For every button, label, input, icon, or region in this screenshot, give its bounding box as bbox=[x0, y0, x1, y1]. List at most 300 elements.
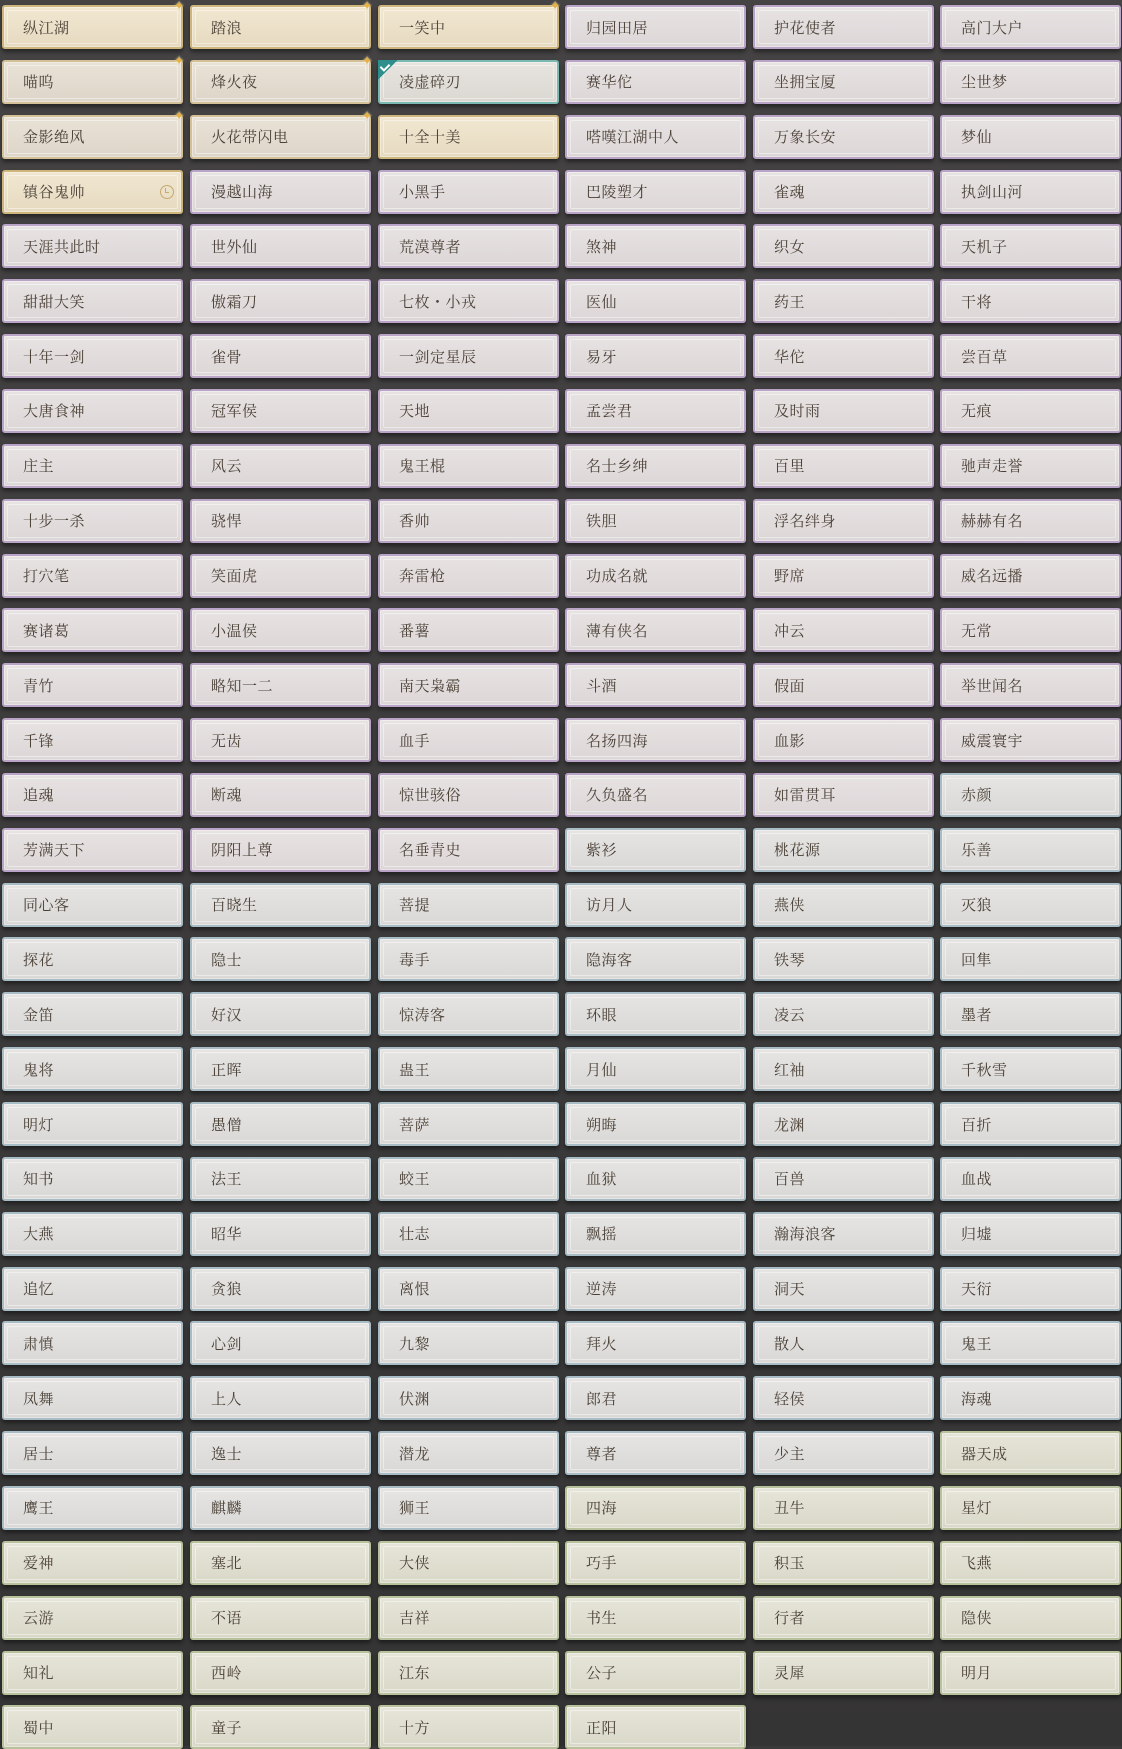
title-card[interactable] bbox=[190, 1102, 371, 1146]
title-card-label: 大唐食神 bbox=[23, 402, 86, 421]
title-card[interactable] bbox=[565, 1486, 746, 1530]
title-card-label: 荒漠尊者 bbox=[399, 237, 462, 256]
title-card-label: 雀骨 bbox=[211, 347, 243, 366]
title-card[interactable] bbox=[753, 718, 934, 762]
title-card-label: 尘世梦 bbox=[961, 73, 1008, 92]
title-card[interactable] bbox=[2, 828, 183, 872]
title-card-label: 千锋 bbox=[23, 731, 55, 750]
title-card[interactable] bbox=[378, 444, 559, 488]
title-card[interactable] bbox=[940, 389, 1121, 433]
title-card-label: 番薯 bbox=[399, 621, 431, 640]
title-card[interactable] bbox=[378, 1376, 559, 1420]
title-card[interactable] bbox=[190, 108, 373, 159]
title-card[interactable] bbox=[378, 608, 559, 652]
title-card[interactable] bbox=[940, 1102, 1121, 1146]
title-card[interactable] bbox=[2, 937, 183, 981]
title-card[interactable] bbox=[190, 499, 371, 543]
title-card[interactable] bbox=[2, 718, 183, 762]
title-card-label: 积玉 bbox=[774, 1554, 806, 1573]
title-card[interactable] bbox=[190, 1651, 371, 1695]
title-card[interactable] bbox=[753, 883, 934, 927]
title-card-label: 龙渊 bbox=[774, 1115, 806, 1134]
title-card-label: 假面 bbox=[774, 676, 806, 695]
title-card-label: 塞北 bbox=[211, 1554, 243, 1573]
title-card-label: 海魂 bbox=[961, 1389, 993, 1408]
title-card[interactable] bbox=[378, 1321, 559, 1365]
title-card-label: 威震寰宇 bbox=[961, 731, 1024, 750]
title-card[interactable] bbox=[753, 499, 934, 543]
title-card[interactable] bbox=[940, 718, 1121, 762]
title-card[interactable] bbox=[940, 1267, 1121, 1311]
title-card[interactable] bbox=[940, 1541, 1121, 1585]
title-card[interactable] bbox=[565, 1157, 746, 1201]
title-card[interactable] bbox=[940, 444, 1121, 488]
title-card[interactable] bbox=[565, 828, 746, 872]
title-card-label: 潜龙 bbox=[399, 1444, 431, 1463]
title-card-label: 星灯 bbox=[961, 1499, 993, 1518]
title-card-label: 正阳 bbox=[586, 1718, 618, 1737]
title-card[interactable] bbox=[378, 1486, 559, 1530]
title-card-label: 雀魂 bbox=[774, 183, 806, 202]
title-card[interactable] bbox=[565, 1376, 746, 1420]
title-card[interactable] bbox=[190, 53, 373, 104]
title-card-label: 金影绝风 bbox=[23, 128, 86, 147]
title-card[interactable] bbox=[378, 663, 559, 707]
star-icon: ✦ bbox=[361, 0, 373, 14]
title-card-label: 爱神 bbox=[23, 1554, 55, 1573]
title-card[interactable] bbox=[565, 444, 746, 488]
title-card[interactable] bbox=[753, 5, 934, 49]
title-card[interactable] bbox=[2, 279, 183, 323]
title-card[interactable] bbox=[565, 5, 746, 49]
title-card[interactable] bbox=[753, 224, 934, 268]
title-card-label: 喵呜 bbox=[23, 73, 55, 92]
title-card[interactable] bbox=[190, 554, 371, 598]
title-card-label: 血狱 bbox=[586, 1170, 618, 1189]
title-card[interactable] bbox=[190, 444, 371, 488]
title-card[interactable] bbox=[190, 1431, 371, 1475]
title-card[interactable] bbox=[753, 1541, 934, 1585]
title-card[interactable] bbox=[753, 389, 934, 433]
title-card-label: 十方 bbox=[399, 1718, 431, 1737]
title-card[interactable] bbox=[940, 663, 1121, 707]
title-card-label: 不语 bbox=[211, 1609, 243, 1628]
title-card-label: 明灯 bbox=[23, 1115, 55, 1134]
title-card-label: 愚僧 bbox=[211, 1115, 243, 1134]
title-card-label: 浮名绊身 bbox=[774, 512, 837, 531]
title-card-label: 无痕 bbox=[961, 402, 993, 421]
title-card[interactable] bbox=[940, 1596, 1121, 1640]
title-card[interactable] bbox=[753, 828, 934, 872]
title-card[interactable] bbox=[753, 554, 934, 598]
title-card[interactable] bbox=[940, 60, 1121, 104]
title-card-label: 万象长安 bbox=[774, 128, 837, 147]
title-card[interactable] bbox=[565, 718, 746, 762]
title-card[interactable] bbox=[565, 224, 746, 268]
title-card-label: 鹰王 bbox=[23, 1499, 55, 1518]
title-card-label: 贪狼 bbox=[211, 1280, 243, 1299]
title-card-label: 访月人 bbox=[586, 896, 633, 915]
title-card[interactable] bbox=[2, 499, 183, 543]
title-card-label: 好汉 bbox=[211, 1005, 243, 1024]
title-card-label: 火花带闪电 bbox=[211, 128, 289, 147]
title-card[interactable] bbox=[190, 1596, 371, 1640]
title-card[interactable] bbox=[190, 1321, 371, 1365]
title-card[interactable] bbox=[753, 663, 934, 707]
title-card[interactable] bbox=[378, 224, 559, 268]
title-card-label: 护花使者 bbox=[774, 18, 837, 37]
title-card-label: 南天枭霸 bbox=[399, 676, 462, 695]
title-card[interactable] bbox=[378, 1651, 559, 1695]
title-card[interactable] bbox=[753, 1321, 934, 1365]
title-card-label: 名垂青史 bbox=[399, 841, 462, 860]
title-card[interactable] bbox=[378, 334, 559, 378]
title-card[interactable] bbox=[2, 1651, 183, 1695]
title-card[interactable] bbox=[190, 937, 371, 981]
title-card-label: 蜀中 bbox=[23, 1718, 55, 1737]
title-card[interactable] bbox=[940, 279, 1121, 323]
star-icon: ✦ bbox=[173, 53, 185, 69]
title-card[interactable] bbox=[2, 1157, 183, 1201]
title-card-label: 燕侠 bbox=[774, 896, 806, 915]
title-card[interactable] bbox=[565, 115, 746, 159]
title-card[interactable] bbox=[190, 224, 371, 268]
title-card[interactable] bbox=[378, 279, 559, 323]
title-card[interactable] bbox=[190, 718, 371, 762]
title-card[interactable] bbox=[378, 937, 559, 981]
title-card-label: 孟尝君 bbox=[586, 402, 633, 421]
title-card-label: 紫衫 bbox=[586, 841, 618, 860]
title-card[interactable] bbox=[565, 1431, 746, 1475]
title-card-label: 赫赫有名 bbox=[961, 512, 1024, 531]
title-card[interactable] bbox=[2, 444, 183, 488]
title-card[interactable] bbox=[190, 992, 371, 1036]
title-card-label: 一剑定星辰 bbox=[399, 347, 477, 366]
title-card[interactable] bbox=[940, 499, 1121, 543]
title-card-label: 西岭 bbox=[211, 1664, 243, 1682]
title-card[interactable] bbox=[190, 828, 371, 872]
title-card[interactable] bbox=[190, 1541, 371, 1585]
title-card[interactable] bbox=[190, 1486, 371, 1530]
title-card-label: 灭狼 bbox=[961, 896, 993, 915]
title-card[interactable] bbox=[2, 1047, 183, 1091]
title-card[interactable] bbox=[565, 663, 746, 707]
title-card[interactable] bbox=[753, 1431, 934, 1475]
title-card-label: 冠军侯 bbox=[211, 402, 258, 421]
title-card[interactable] bbox=[565, 992, 746, 1036]
title-card-label: 一笑中 bbox=[399, 18, 446, 37]
title-card-label: 青竹 bbox=[23, 676, 55, 695]
title-card[interactable] bbox=[190, 334, 371, 378]
title-card-label: 骁悍 bbox=[211, 512, 243, 531]
title-card-label: 如雷贯耳 bbox=[774, 786, 837, 805]
title-card-label: 知书 bbox=[23, 1170, 55, 1189]
title-card[interactable] bbox=[378, 718, 559, 762]
title-card[interactable] bbox=[2, 1212, 183, 1256]
title-card-label: 麒麟 bbox=[211, 1499, 243, 1518]
title-card-label: 回隼 bbox=[961, 950, 993, 969]
title-card[interactable] bbox=[190, 279, 371, 323]
title-card[interactable] bbox=[2, 1596, 183, 1640]
title-card-label: 织女 bbox=[774, 237, 806, 256]
title-card[interactable] bbox=[940, 1212, 1121, 1256]
title-card[interactable] bbox=[753, 1047, 934, 1091]
title-card[interactable] bbox=[190, 773, 371, 817]
title-card[interactable] bbox=[565, 499, 746, 543]
title-card-label: 执剑山河 bbox=[961, 183, 1024, 202]
title-card[interactable] bbox=[190, 1212, 371, 1256]
title-card-label: 正晖 bbox=[211, 1060, 243, 1079]
title-card[interactable] bbox=[940, 1047, 1121, 1091]
title-card[interactable] bbox=[190, 608, 371, 652]
title-card-label: 瀚海浪客 bbox=[774, 1225, 837, 1244]
title-card[interactable] bbox=[2, 1541, 183, 1585]
title-card[interactable] bbox=[2, 773, 183, 817]
title-card-label: 千秋雪 bbox=[961, 1060, 1008, 1079]
title-card-label: 桃花源 bbox=[774, 841, 821, 860]
title-card[interactable] bbox=[565, 279, 746, 323]
title-card-label: 华佗 bbox=[774, 347, 806, 366]
title-card-label: 惊世骇俗 bbox=[399, 786, 462, 805]
title-card[interactable] bbox=[565, 1596, 746, 1640]
title-card[interactable] bbox=[2, 1431, 183, 1475]
title-card-label: 天衍 bbox=[961, 1280, 993, 1299]
title-card-label: 七枚・小戎 bbox=[399, 292, 477, 311]
title-card[interactable] bbox=[2, 1102, 183, 1146]
title-card-label: 明月 bbox=[961, 1664, 993, 1682]
title-card-label: 庄主 bbox=[23, 457, 55, 476]
title-card[interactable] bbox=[378, 115, 559, 159]
title-card[interactable] bbox=[2, 389, 183, 433]
title-card-label: 甜甜大笑 bbox=[23, 292, 86, 311]
title-card[interactable] bbox=[378, 1102, 559, 1146]
title-card[interactable] bbox=[753, 1486, 934, 1530]
title-card[interactable] bbox=[753, 60, 934, 104]
title-card[interactable] bbox=[753, 1651, 934, 1695]
title-card[interactable] bbox=[190, 883, 371, 927]
title-card[interactable] bbox=[753, 115, 934, 159]
title-card-label: 大侠 bbox=[399, 1554, 431, 1573]
title-card[interactable] bbox=[565, 1267, 746, 1311]
title-card[interactable] bbox=[190, 389, 371, 433]
title-card[interactable] bbox=[190, 1267, 371, 1311]
title-card[interactable] bbox=[940, 1157, 1121, 1201]
title-card[interactable] bbox=[378, 828, 559, 872]
title-card[interactable] bbox=[753, 1267, 934, 1311]
title-card[interactable] bbox=[753, 1596, 934, 1640]
title-card[interactable] bbox=[2, 1267, 183, 1311]
title-card[interactable] bbox=[378, 1157, 559, 1201]
title-card[interactable] bbox=[940, 883, 1121, 927]
title-card[interactable] bbox=[565, 1705, 746, 1749]
title-card[interactable] bbox=[940, 828, 1121, 872]
title-card[interactable] bbox=[753, 773, 934, 817]
title-card[interactable] bbox=[565, 60, 746, 104]
title-card[interactable] bbox=[940, 554, 1121, 598]
title-card[interactable] bbox=[565, 389, 746, 433]
title-card[interactable] bbox=[378, 1212, 559, 1256]
title-card[interactable] bbox=[753, 937, 934, 981]
title-card[interactable] bbox=[565, 1212, 746, 1256]
title-card-label: 嗒嘆江湖中人 bbox=[586, 128, 680, 147]
title-card[interactable] bbox=[378, 1431, 559, 1475]
star-icon: ✦ bbox=[173, 108, 185, 124]
title-card[interactable] bbox=[378, 499, 559, 543]
title-card[interactable] bbox=[940, 992, 1121, 1036]
title-card[interactable] bbox=[753, 1376, 934, 1420]
title-card-label: 断魂 bbox=[211, 786, 243, 805]
title-card[interactable] bbox=[378, 389, 559, 433]
title-card-label: 漫越山海 bbox=[211, 183, 274, 202]
title-card[interactable] bbox=[753, 444, 934, 488]
title-card-label: 高门大户 bbox=[961, 18, 1024, 37]
title-card-label: 少主 bbox=[774, 1444, 806, 1463]
title-card[interactable] bbox=[565, 1047, 746, 1091]
title-card[interactable] bbox=[565, 883, 746, 927]
title-card[interactable] bbox=[2, 608, 183, 652]
title-card-label: 百兽 bbox=[774, 1170, 806, 1189]
title-card[interactable] bbox=[2, 1705, 183, 1749]
title-card-label: 菩提 bbox=[399, 896, 431, 915]
title-card[interactable] bbox=[378, 170, 559, 214]
title-card-label: 蛊王 bbox=[399, 1060, 431, 1079]
title-card[interactable] bbox=[2, 0, 185, 49]
clock-icon bbox=[160, 185, 174, 199]
title-card[interactable] bbox=[378, 554, 559, 598]
title-card[interactable] bbox=[940, 608, 1121, 652]
title-card[interactable] bbox=[2, 170, 183, 214]
title-card[interactable] bbox=[2, 53, 185, 104]
title-card[interactable] bbox=[2, 554, 183, 598]
title-card[interactable] bbox=[565, 1102, 746, 1146]
title-card-label: 凌虚碎刃 bbox=[399, 73, 462, 92]
title-card[interactable] bbox=[940, 937, 1121, 981]
title-card-label: 隐海客 bbox=[586, 950, 633, 969]
title-card-label: 十全十美 bbox=[399, 128, 462, 147]
title-card[interactable] bbox=[753, 279, 934, 323]
title-card[interactable] bbox=[565, 937, 746, 981]
title-card-label: 尝百草 bbox=[961, 347, 1008, 366]
title-card[interactable] bbox=[940, 224, 1121, 268]
title-card-label: 无齿 bbox=[211, 731, 243, 750]
title-card-label: 逆涛 bbox=[586, 1280, 618, 1299]
title-card-label: 上人 bbox=[211, 1389, 243, 1408]
title-card-label: 名士乡绅 bbox=[586, 457, 649, 476]
title-card-label: 散人 bbox=[774, 1334, 806, 1353]
title-card[interactable] bbox=[190, 1376, 371, 1420]
title-card-label: 丑牛 bbox=[774, 1499, 806, 1518]
title-card[interactable] bbox=[378, 0, 561, 49]
title-card[interactable] bbox=[2, 883, 183, 927]
title-card-label: 蛟王 bbox=[399, 1170, 431, 1189]
title-card-label: 鬼将 bbox=[23, 1060, 55, 1079]
title-card[interactable] bbox=[190, 1047, 371, 1091]
title-card[interactable] bbox=[940, 1651, 1121, 1695]
title-card[interactable] bbox=[2, 992, 183, 1036]
title-card[interactable] bbox=[940, 1376, 1121, 1420]
title-card-label: 芳满天下 bbox=[23, 841, 86, 860]
title-card[interactable] bbox=[753, 1157, 934, 1201]
title-card[interactable] bbox=[378, 773, 559, 817]
title-card[interactable] bbox=[940, 773, 1121, 817]
title-card[interactable] bbox=[190, 170, 371, 214]
title-card[interactable] bbox=[378, 1541, 559, 1585]
title-card-label: 凤舞 bbox=[23, 1389, 55, 1408]
title-card[interactable] bbox=[378, 1705, 559, 1749]
title-card[interactable] bbox=[753, 334, 934, 378]
title-card[interactable] bbox=[565, 1541, 746, 1585]
title-card[interactable] bbox=[940, 5, 1121, 49]
title-card[interactable] bbox=[753, 608, 934, 652]
title-card[interactable] bbox=[940, 334, 1121, 378]
title-card-label: 名扬四海 bbox=[586, 731, 649, 750]
title-card[interactable] bbox=[753, 1102, 934, 1146]
star-icon: ✦ bbox=[361, 108, 373, 124]
title-card[interactable] bbox=[190, 0, 373, 49]
title-card[interactable] bbox=[753, 170, 934, 214]
title-card[interactable] bbox=[565, 170, 746, 214]
title-card-label: 鬼王棍 bbox=[399, 457, 446, 476]
title-card[interactable] bbox=[190, 663, 371, 707]
title-card[interactable] bbox=[565, 334, 746, 378]
title-card[interactable] bbox=[940, 1431, 1121, 1475]
title-card[interactable] bbox=[753, 1212, 934, 1256]
title-card[interactable] bbox=[565, 608, 746, 652]
title-card-label: 笑面虎 bbox=[211, 567, 258, 585]
title-card-label: 灵犀 bbox=[774, 1664, 806, 1682]
title-card[interactable] bbox=[753, 992, 934, 1036]
title-card[interactable] bbox=[190, 1157, 371, 1201]
title-card[interactable] bbox=[2, 663, 183, 707]
title-card[interactable] bbox=[2, 1376, 183, 1420]
title-card[interactable] bbox=[565, 773, 746, 817]
title-card-label: 尊者 bbox=[586, 1444, 618, 1463]
title-card[interactable] bbox=[940, 170, 1121, 214]
title-card[interactable] bbox=[2, 1486, 183, 1530]
title-card[interactable] bbox=[2, 1321, 183, 1365]
title-card[interactable] bbox=[940, 1486, 1121, 1530]
title-card-label: 略知一二 bbox=[211, 676, 274, 695]
title-card-label: 月仙 bbox=[586, 1060, 618, 1079]
star-icon: ✦ bbox=[361, 53, 373, 69]
title-card[interactable] bbox=[378, 1047, 559, 1091]
title-card[interactable] bbox=[378, 992, 559, 1036]
title-card[interactable] bbox=[378, 1267, 559, 1311]
title-card[interactable] bbox=[378, 883, 559, 927]
title-card[interactable] bbox=[565, 554, 746, 598]
title-card-label: 铁胆 bbox=[586, 512, 618, 531]
title-card[interactable] bbox=[2, 224, 183, 268]
title-card-label: 红袖 bbox=[774, 1060, 806, 1079]
title-card[interactable] bbox=[940, 1321, 1121, 1365]
title-card-label: 斗酒 bbox=[586, 676, 618, 695]
title-card[interactable] bbox=[940, 115, 1121, 159]
title-card-label: 江东 bbox=[399, 1664, 431, 1682]
title-card[interactable] bbox=[565, 1321, 746, 1365]
title-card[interactable] bbox=[378, 1596, 559, 1640]
title-card-label: 郎君 bbox=[586, 1389, 618, 1408]
title-card-label: 巧手 bbox=[586, 1554, 618, 1573]
title-card[interactable] bbox=[2, 108, 185, 159]
title-card[interactable] bbox=[378, 60, 559, 104]
title-card-label: 梦仙 bbox=[961, 128, 993, 147]
title-card[interactable] bbox=[565, 1651, 746, 1695]
title-card-label: 十步一杀 bbox=[23, 512, 86, 531]
title-card[interactable] bbox=[190, 1705, 371, 1749]
title-card[interactable] bbox=[2, 334, 183, 378]
title-card-label: 煞神 bbox=[586, 237, 618, 256]
title-card-label: 器天成 bbox=[961, 1444, 1008, 1463]
